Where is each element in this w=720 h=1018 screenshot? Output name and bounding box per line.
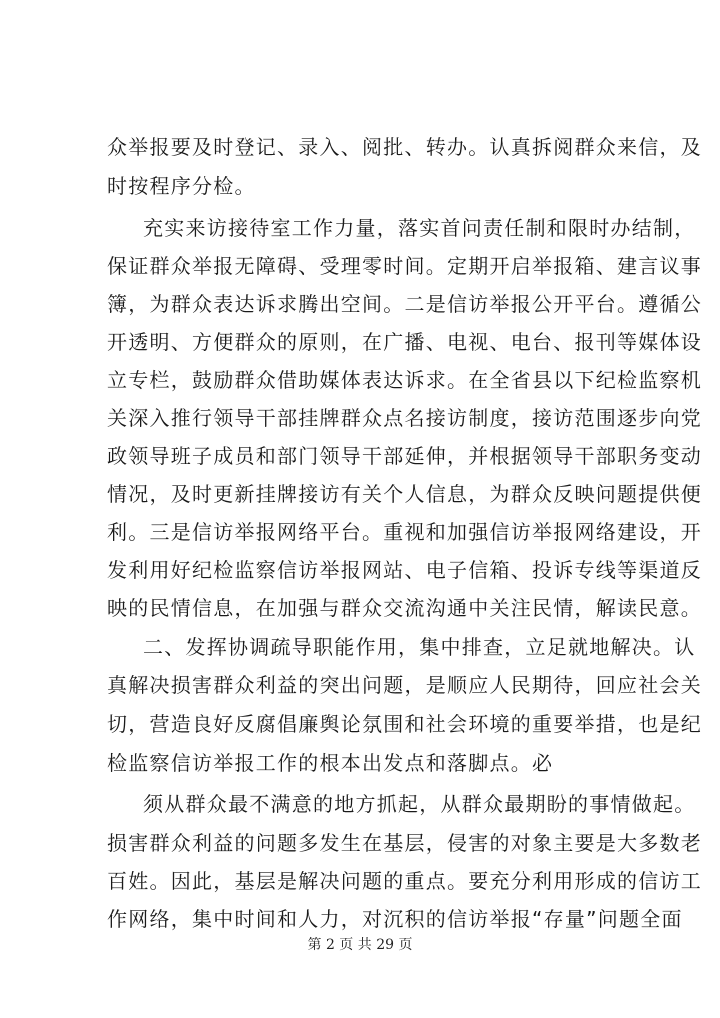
- text-line: 情况，及时更新挂牌接访有关个人信息，为群众反映问题提供便: [107, 482, 702, 506]
- text-line: 检监察信访举报工作的根本出发点和落脚点。必: [107, 751, 554, 775]
- text-line: 损害群众利益的问题多发生在基层，侵害的对象主要是大多数老: [107, 831, 702, 855]
- text-line: 保证群众举报无障碍、受理零时间。定期开启举报箱、建言议事: [107, 254, 702, 278]
- text-line: 开透明、方便群众的原则，在广播、电视、电台、报刊等媒体设: [107, 330, 702, 354]
- text-line: 作网络，集中时间和人力，对沉积的信访举报“存量”问题全面: [107, 907, 683, 931]
- text-line: 关深入推行领导干部挂牌群众点名接访制度，接访范围逐步向党: [107, 406, 702, 430]
- text-line: 发利用好纪检监察信访举报网站、电子信箱、投诉专线等渠道反: [107, 558, 702, 582]
- text-line: 真解决损害群众利益的突出问题，是顺应人民期待，回应社会关: [107, 673, 702, 697]
- text-line: 众举报要及时登记、录入、阅批、转办。认真拆阅群众来信，及: [107, 135, 702, 159]
- text-line: 簿，为群众表达诉求腾出空间。二是信访举报公开平台。遵循公: [107, 292, 702, 316]
- text-line: 政领导班子成员和部门领导干部延伸，并根据领导干部职务变动: [107, 444, 702, 468]
- text-line: 须从群众最不满意的地方抓起，从群众最期盼的事情做起。: [143, 792, 696, 816]
- text-line: 二、发挥协调疏导职能作用，集中排查，立足就地解决。认: [143, 635, 696, 659]
- text-line: 时按程序分检。: [107, 174, 256, 198]
- text-line: 映的民情信息，在加强与群众交流沟通中关注民情，解读民意。: [107, 596, 702, 620]
- text-line: 利。三是信访举报网络平台。重视和加强信访举报网络建设，开: [107, 520, 702, 544]
- text-line: 立专栏，鼓励群众借助媒体表达诉求。在全省县以下纪检监察机: [107, 368, 702, 392]
- text-line: 切，营造良好反腐倡廉舆论氛围和社会环境的重要举措，也是纪: [107, 712, 702, 736]
- text-line: 充实来访接待室工作力量，落实首问责任制和限时办结制，: [143, 216, 696, 240]
- page-number-footer: 第 2 页 共 29 页: [307, 937, 413, 953]
- text-line: 百姓。因此，基层是解决问题的重点。要充分利用形成的信访工: [107, 869, 702, 893]
